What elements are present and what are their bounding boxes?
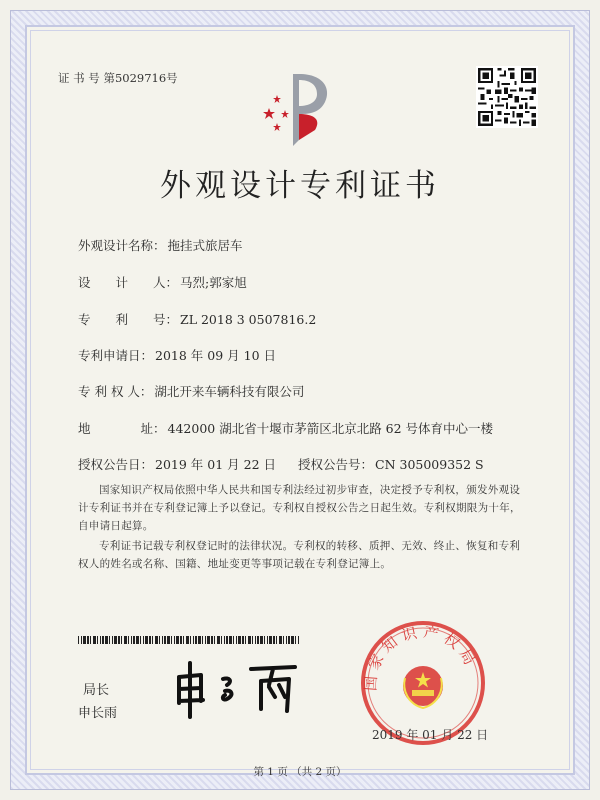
chief-title: 局长 — [83, 683, 110, 698]
grant-number-row — [298, 455, 484, 473]
handwritten-signature-icon — [165, 655, 305, 725]
grant-number-label: 授权公告号： — [298, 457, 374, 472]
barcode-icon — [78, 636, 300, 644]
seal-text: 国家知识产权局 — [361, 622, 482, 692]
address-value: 442000 湖北省十堰市茅箭区北京北路 62 号体育中心一楼 — [167, 421, 494, 436]
grant-date-label: 授权公告日： — [78, 457, 154, 472]
patentee-row — [78, 382, 304, 400]
address-row — [78, 419, 493, 437]
designer-value: 马烈;郭家旭 — [180, 275, 247, 290]
grant-statement-paragraph: 国家知识产权局依照中华人民共和国专利法经过初步审查，决定授予专利权，颁发外观设计专利证书并在专利登记簿上予以登记。专利权自授权公告之日起生效。专利权期限为十年，自申请日起算。 — [78, 484, 521, 532]
patent-number-row — [78, 310, 316, 328]
design-name-row — [78, 236, 243, 254]
patentee-value: 湖北开来车辆科技有限公司 — [154, 384, 305, 399]
page-number: 第 1 页 （共 2 页） — [253, 766, 347, 778]
cnipa-logo-icon — [255, 68, 335, 146]
grant-date-row — [78, 455, 276, 473]
legal-status-paragraph: 专利证书记载专利权登记时的法律状况。专利权的转移、质押、无效、终止、恢复和专利权人的姓名或名称、国籍、地址变更等事项记载在专利登记簿上。 — [78, 540, 521, 570]
grant-date-value: 2019 年 01 月 22 日 — [155, 457, 277, 472]
designer-label: 设 计 人： — [78, 275, 179, 290]
patentee-label: 专 利 权 人： — [78, 384, 153, 399]
filing-date-value: 2018 年 09 月 10 日 — [155, 348, 277, 363]
designer-row — [78, 273, 247, 291]
qr-code-icon — [476, 66, 538, 128]
grant-number-value: CN 305009352 S — [375, 457, 484, 472]
filing-date-row — [78, 346, 276, 364]
chief-name: 申长雨 — [78, 706, 118, 721]
filing-date-label: 专利申请日： — [78, 348, 154, 363]
patent-number-label: 专 利 号： — [78, 312, 179, 327]
certificate-number: 证 书 号 第5029716号 — [58, 71, 178, 85]
design-name-value: 拖挂式旅居车 — [167, 238, 243, 253]
seal-date: 2019 年 01 月 22 日 — [372, 728, 489, 742]
address-label: 地 址： — [78, 421, 166, 436]
design-name-label: 外观设计名称： — [78, 238, 166, 253]
certificate-title: 外观设计专利证书 — [160, 168, 440, 204]
patent-number-value: ZL 2018 3 0507816.2 — [180, 312, 317, 327]
